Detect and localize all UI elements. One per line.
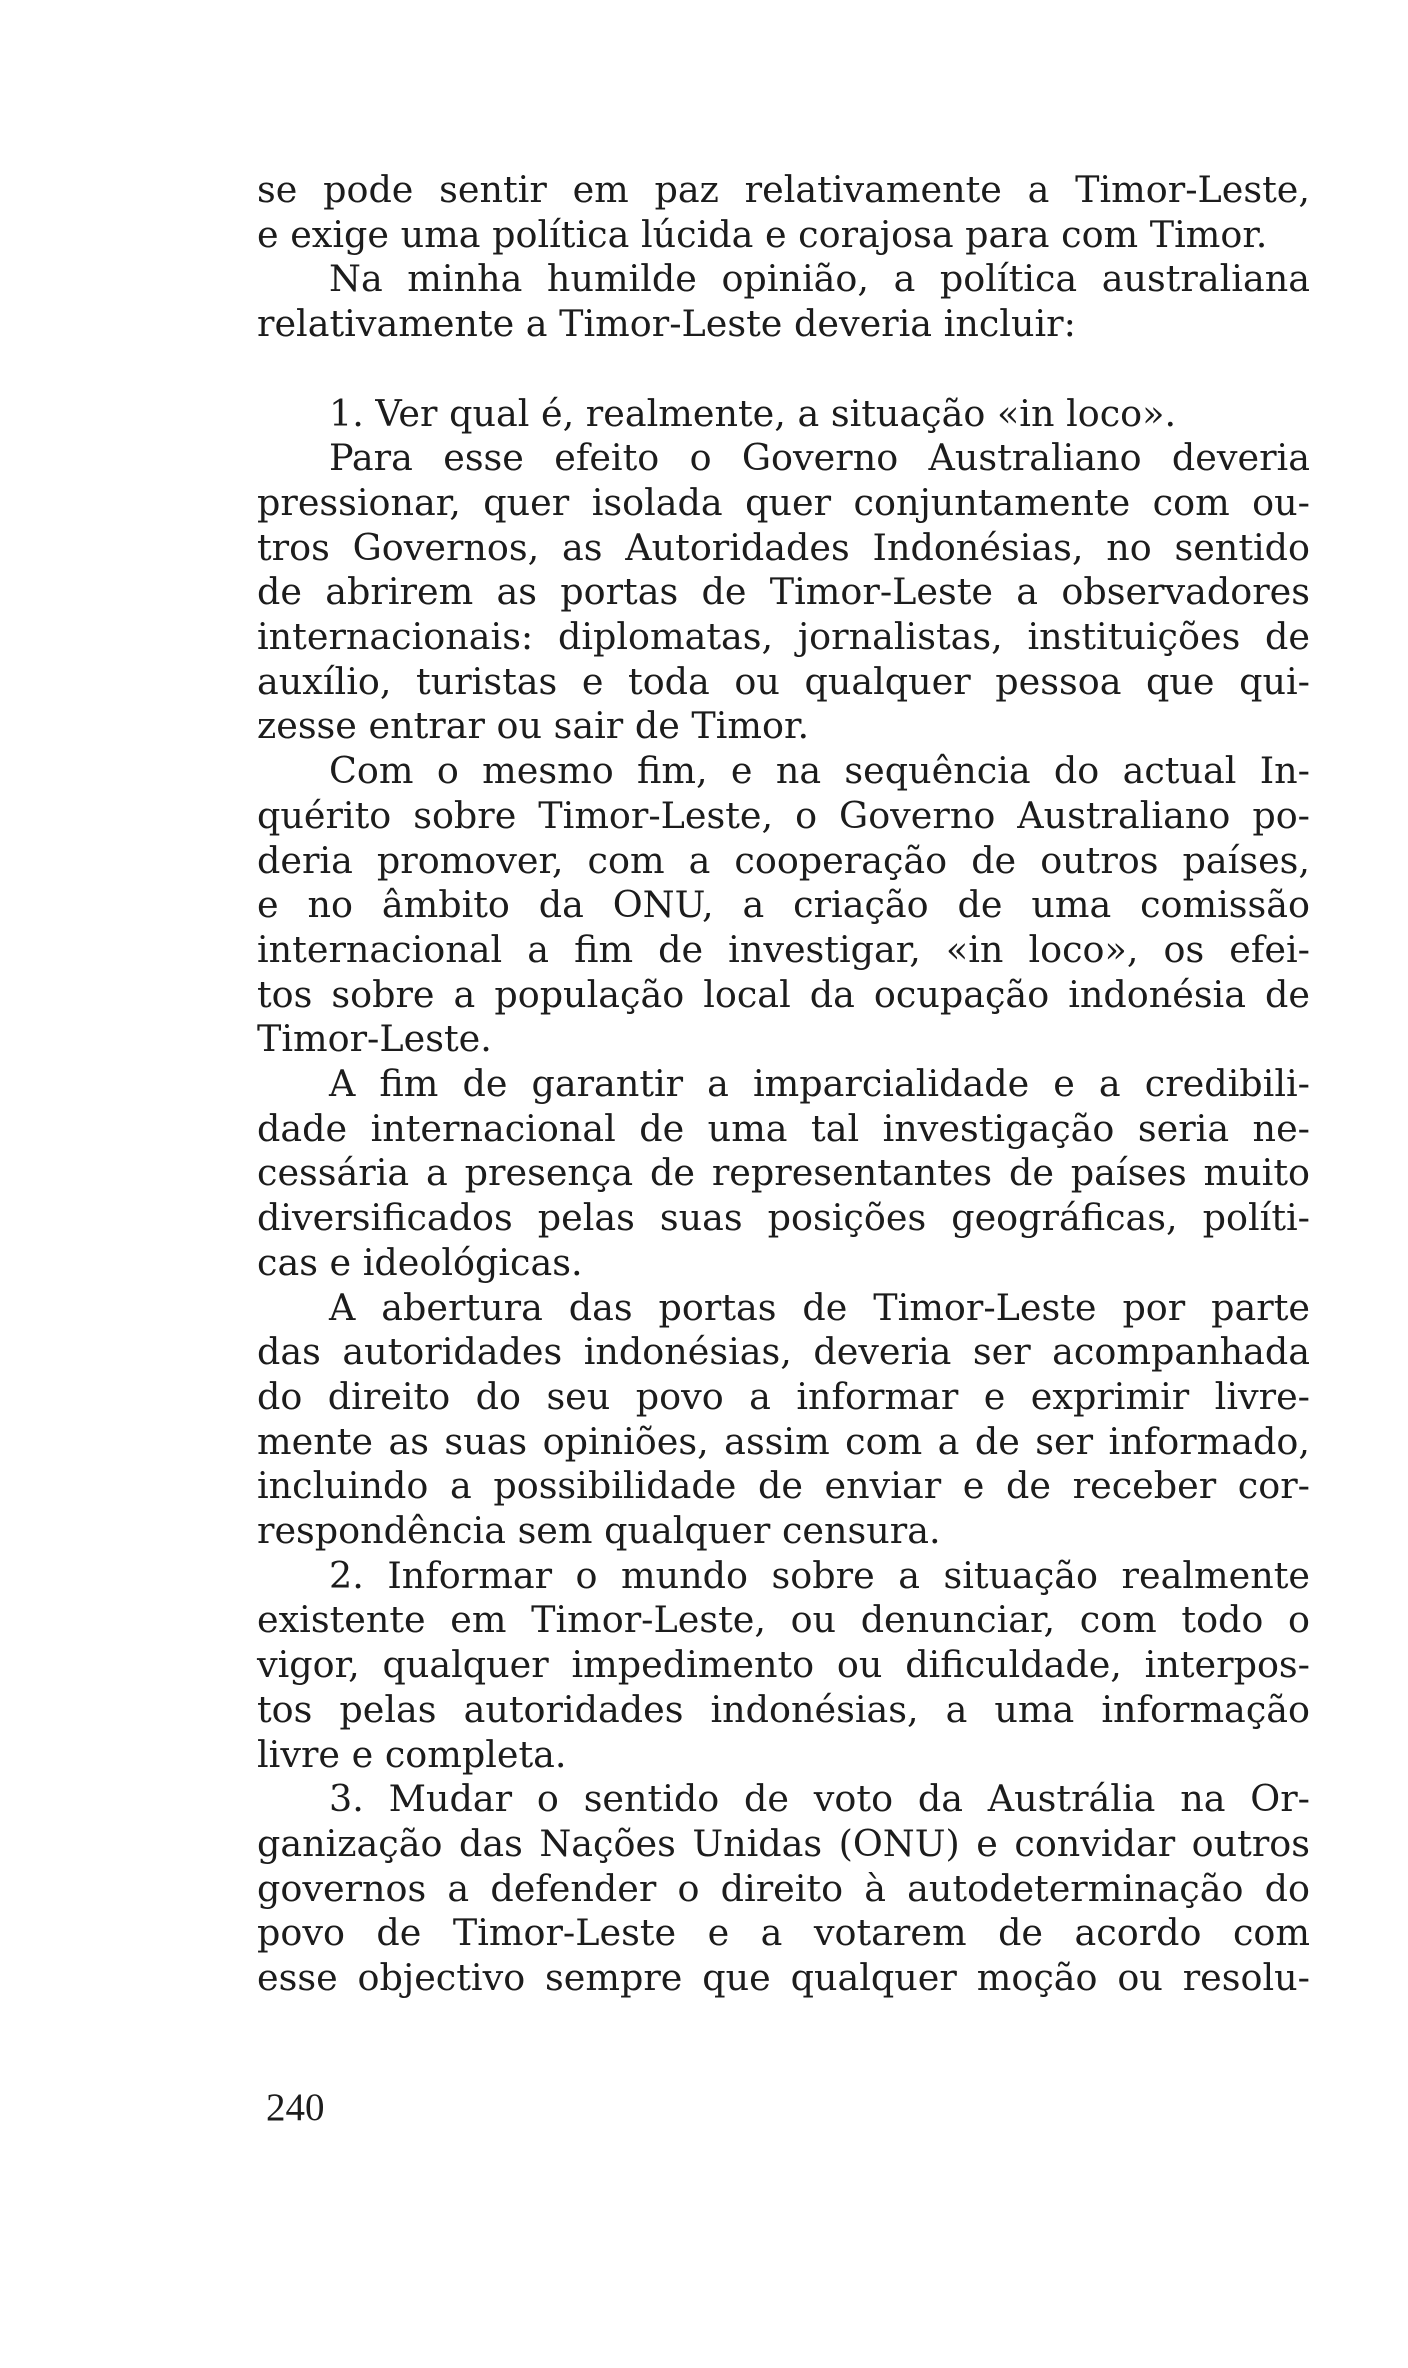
paragraph-gap <box>257 347 1310 392</box>
text-line: quérito sobre Timor-Leste, o Governo Australiano po- <box>257 793 1310 837</box>
text-line: relativamente a Timor-Leste deveria incluir: <box>257 302 1076 346</box>
text-line: pressionar, quer isolada quer conjuntamente com ou- <box>257 480 1310 524</box>
text-line: vigor, qualquer impedimento ou dificuldade, interpos- <box>257 1643 1310 1687</box>
text-line: cessária a presença de representantes de países muito <box>257 1151 1310 1195</box>
text-line: respondência sem qualquer censura. <box>257 1509 941 1553</box>
text-line: esse objectivo sempre que qualquer moção ou resolu- <box>257 1956 1310 2000</box>
text-line: zesse entrar ou sair de Timor. <box>257 704 810 748</box>
text-line: internacionais: diplomatas, jornalistas, instituições de <box>257 615 1310 659</box>
text-line: tros Governos, as Autoridades Indonésias, no sentido <box>257 525 1310 569</box>
text-line: Na minha humilde opinião, a política australiana <box>329 257 1310 301</box>
list-item-2-heading: 2. Informar o mundo sobre a situação realmente <box>329 1553 1310 1597</box>
list-item-3-heading: 3. Mudar o sentido de voto da Austrália na Or- <box>329 1777 1310 1821</box>
text-line: se pode sentir em paz relativamente a Timor-Leste, <box>257 168 1310 211</box>
text-line: governos a defender o direito à autodeterminação do <box>257 1866 1310 1910</box>
text-line: deria promover, com a cooperação de outros países, <box>257 838 1310 882</box>
text-line: A abertura das portas de Timor-Leste por parte <box>329 1285 1310 1329</box>
text-line: dade internacional de uma tal investigação seria ne- <box>257 1106 1310 1150</box>
text-line: internacional a fim de investigar, «in loco», os efei- <box>257 927 1310 971</box>
text-line: ganização das Nações Unidas (ONU) e convidar outros <box>257 1822 1310 1865</box>
text-line: e no âmbito da ONU, a criação de uma comissão <box>257 883 1310 927</box>
text-line: das autoridades indonésias, deveria ser acompanhada <box>257 1330 1310 1374</box>
text-line: Para esse efeito o Governo Australiano deveria <box>329 436 1310 480</box>
text-line: incluindo a possibilidade de enviar e de receber cor- <box>257 1464 1310 1508</box>
text-line: tos pelas autoridades indonésias, a uma informação <box>257 1687 1310 1731</box>
text-line: cas e ideológicas. <box>257 1240 583 1284</box>
text-line: e exige uma política lúcida e corajosa para com Timor. <box>257 212 1268 256</box>
text-line: do direito do seu povo a informar e exprimir livre- <box>257 1374 1310 1418</box>
text-line: auxílio, turistas e toda ou qualquer pessoa que qui- <box>257 659 1310 703</box>
page-number: 240 <box>266 2086 325 2129</box>
text-line: A fim de garantir a imparcialidade e a credibili- <box>329 1062 1310 1106</box>
text-line: livre e completa. <box>257 1732 567 1776</box>
text-line: tos sobre a população local da ocupação indonésia de <box>257 972 1310 1016</box>
body-text <box>257 168 1310 2001</box>
text-line: existente em Timor-Leste, ou denunciar, com todo o <box>257 1598 1310 1642</box>
text-line: povo de Timor-Leste e a votarem de acordo com <box>257 1911 1310 1955</box>
list-item-1-heading: 1. Ver qual é, realmente, a situação «in loco». <box>329 391 1177 435</box>
text-line: mente as suas opiniões, assim com a de ser informado, <box>257 1419 1310 1463</box>
text-line: Timor-Leste. <box>257 1017 492 1061</box>
text-line: Com o mesmo fim, e na sequência do actual In- <box>329 749 1310 793</box>
text-line: diversificados pelas suas posições geográficas, políti- <box>257 1196 1310 1240</box>
text-line: de abrirem as portas de Timor-Leste a observadores <box>257 570 1310 614</box>
